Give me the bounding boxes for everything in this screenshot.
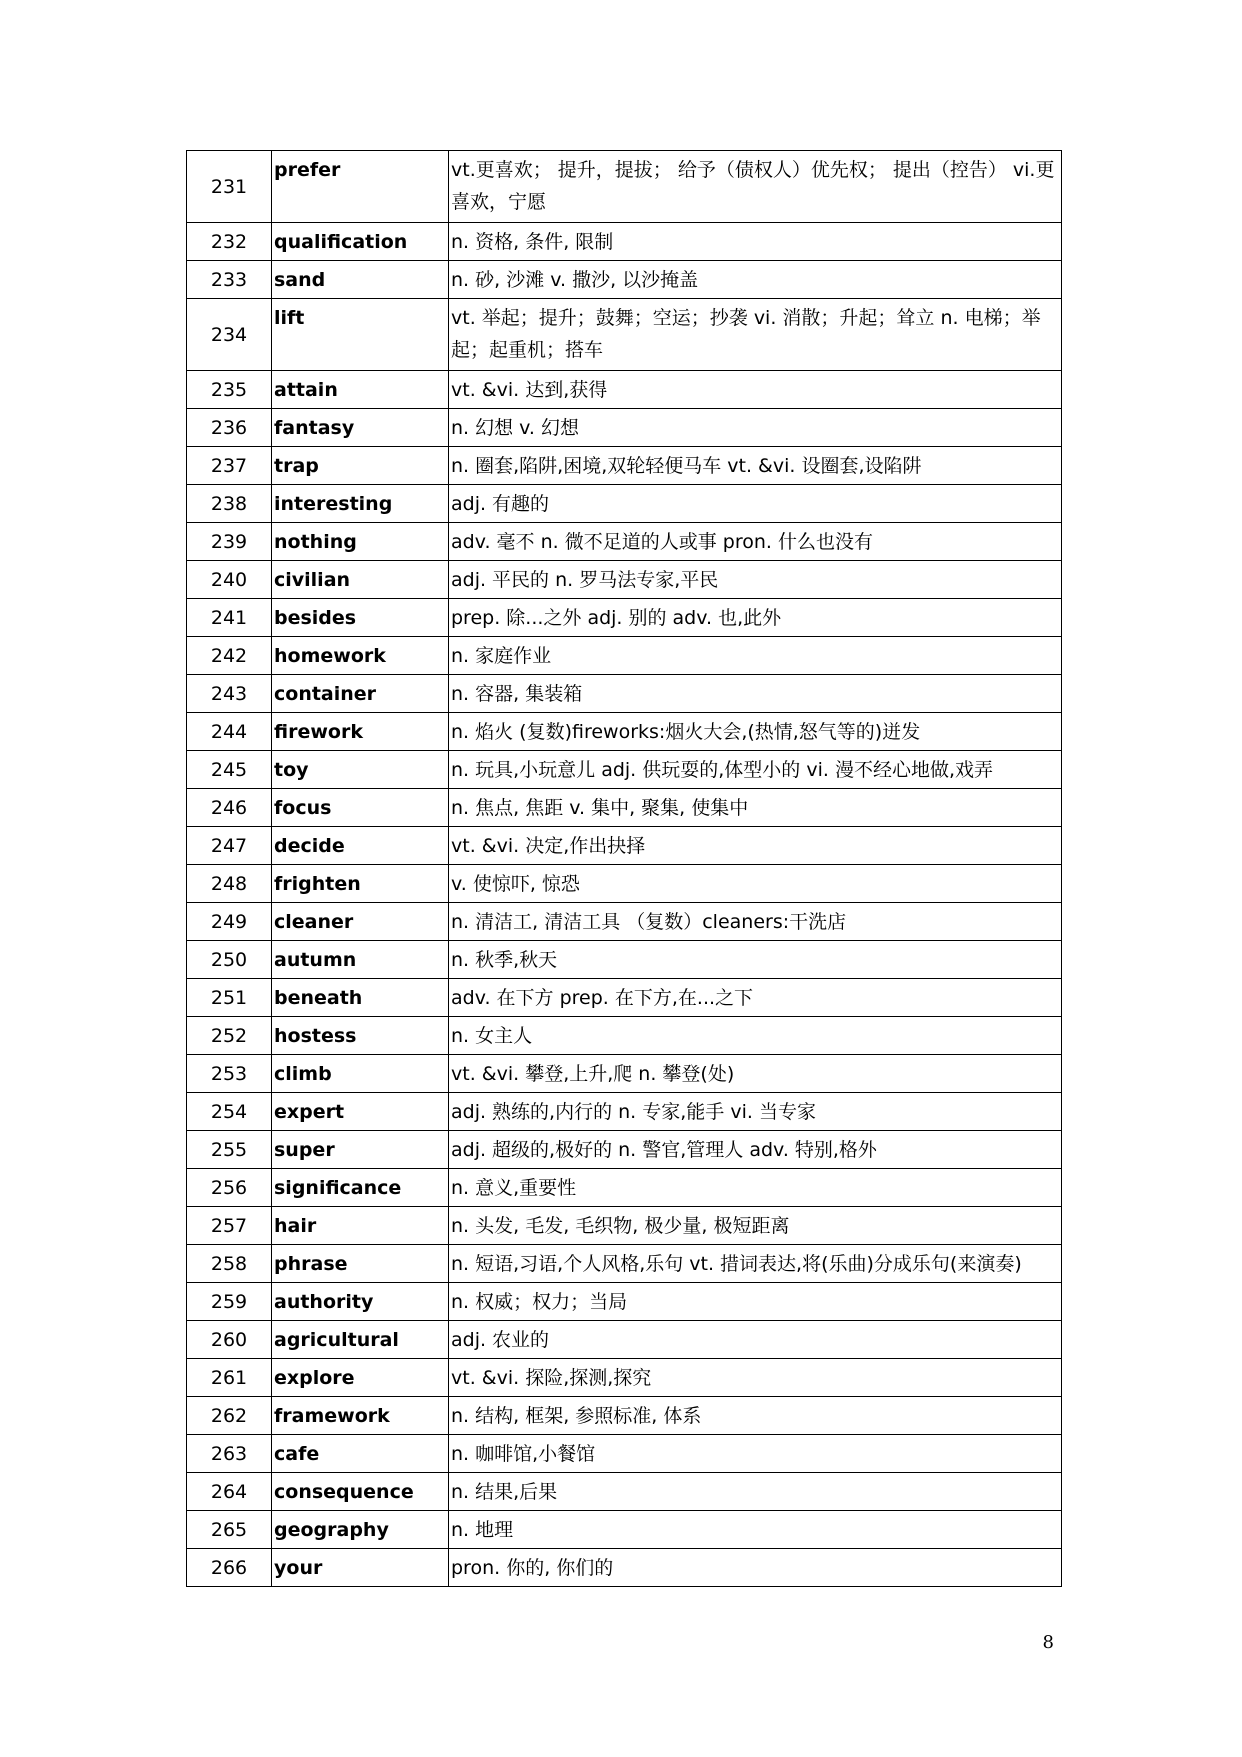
vocab-definition: vt. 举起；提升；鼓舞；空运；抄袭 vi. 消散；升起；耸立 n. 电梯；举起；起重机；搭车 — [449, 299, 1062, 371]
vocab-word: consequence — [272, 1473, 449, 1511]
vocab-definition: n. 权威；权力；当局 — [449, 1283, 1062, 1321]
table-row — [187, 865, 1062, 903]
row-number: 253 — [187, 1055, 272, 1093]
table-row — [187, 223, 1062, 261]
row-number: 260 — [187, 1321, 272, 1359]
vocab-word: fantasy — [272, 409, 449, 447]
table-row — [187, 447, 1062, 485]
row-number: 247 — [187, 827, 272, 865]
row-number: 240 — [187, 561, 272, 599]
row-number: 233 — [187, 261, 272, 299]
vocab-definition: pron. 你的, 你们的 — [449, 1549, 1062, 1587]
row-number: 251 — [187, 979, 272, 1017]
table-row — [187, 1169, 1062, 1207]
vocab-definition: adv. 在下方 prep. 在下方,在...之下 — [449, 979, 1062, 1017]
vocab-definition: vt. &vi. 探险,探测,探究 — [449, 1359, 1062, 1397]
row-number: 254 — [187, 1093, 272, 1131]
vocab-word: cafe — [272, 1435, 449, 1473]
table-row — [187, 599, 1062, 637]
vocab-word: your — [272, 1549, 449, 1587]
row-number: 232 — [187, 223, 272, 261]
table-row — [187, 1511, 1062, 1549]
vocabulary-table-body — [187, 151, 1062, 1587]
vocab-definition: vt. &vi. 达到,获得 — [449, 371, 1062, 409]
row-number: 237 — [187, 447, 272, 485]
vocab-word: trap — [272, 447, 449, 485]
table-row — [187, 1473, 1062, 1511]
vocab-word: hair — [272, 1207, 449, 1245]
row-number: 235 — [187, 371, 272, 409]
vocab-word: interesting — [272, 485, 449, 523]
table-row — [187, 713, 1062, 751]
vocab-definition: n. 清洁工, 清洁工具 （复数）cleaners:干洗店 — [449, 903, 1062, 941]
row-number: 258 — [187, 1245, 272, 1283]
table-row — [187, 1093, 1062, 1131]
table-row — [187, 903, 1062, 941]
table-row — [187, 1017, 1062, 1055]
table-row — [187, 637, 1062, 675]
vocab-word: besides — [272, 599, 449, 637]
vocab-word: decide — [272, 827, 449, 865]
row-number: 263 — [187, 1435, 272, 1473]
vocab-word: cleaner — [272, 903, 449, 941]
vocab-word: qualification — [272, 223, 449, 261]
row-number: 234 — [187, 299, 272, 371]
vocab-definition: n. 结果,后果 — [449, 1473, 1062, 1511]
vocab-definition: adj. 有趣的 — [449, 485, 1062, 523]
row-number: 261 — [187, 1359, 272, 1397]
vocab-definition: adv. 毫不 n. 微不足道的人或事 pron. 什么也没有 — [449, 523, 1062, 561]
vocab-word: climb — [272, 1055, 449, 1093]
vocab-definition: n. 圈套,陷阱,困境,双轮轻便马车 vt. &vi. 设圈套,设陷阱 — [449, 447, 1062, 485]
vocab-definition: adj. 农业的 — [449, 1321, 1062, 1359]
vocab-definition: n. 焦点, 焦距 v. 集中, 聚集, 使集中 — [449, 789, 1062, 827]
vocab-definition: adj. 熟练的,内行的 n. 专家,能手 vi. 当专家 — [449, 1093, 1062, 1131]
vocab-word: super — [272, 1131, 449, 1169]
vocab-definition: n. 意义,重要性 — [449, 1169, 1062, 1207]
vocab-definition: vt. &vi. 攀登,上升,爬 n. 攀登(处) — [449, 1055, 1062, 1093]
vocab-word: phrase — [272, 1245, 449, 1283]
table-row — [187, 1055, 1062, 1093]
row-number: 243 — [187, 675, 272, 713]
table-row — [187, 941, 1062, 979]
row-number: 266 — [187, 1549, 272, 1587]
vocab-word: sand — [272, 261, 449, 299]
vocab-definition: prep. 除...之外 adj. 别的 adv. 也,此外 — [449, 599, 1062, 637]
row-number: 259 — [187, 1283, 272, 1321]
table-row — [187, 299, 1062, 371]
table-row — [187, 1549, 1062, 1587]
vocab-word: significance — [272, 1169, 449, 1207]
row-number: 262 — [187, 1397, 272, 1435]
vocab-word: agricultural — [272, 1321, 449, 1359]
page-number: 8 — [1042, 1632, 1054, 1653]
row-number: 242 — [187, 637, 272, 675]
vocab-definition: n. 幻想 v. 幻想 — [449, 409, 1062, 447]
vocab-word: beneath — [272, 979, 449, 1017]
table-row — [187, 1245, 1062, 1283]
table-row — [187, 1207, 1062, 1245]
table-row — [187, 827, 1062, 865]
vocab-word: focus — [272, 789, 449, 827]
table-row — [187, 409, 1062, 447]
vocab-definition: adj. 超级的,极好的 n. 警官,管理人 adv. 特别,格外 — [449, 1131, 1062, 1169]
row-number: 244 — [187, 713, 272, 751]
vocabulary-table — [186, 150, 1062, 1587]
vocab-word: authority — [272, 1283, 449, 1321]
table-row — [187, 751, 1062, 789]
table-row — [187, 485, 1062, 523]
row-number: 241 — [187, 599, 272, 637]
row-number: 245 — [187, 751, 272, 789]
row-number: 264 — [187, 1473, 272, 1511]
table-row — [187, 1397, 1062, 1435]
table-row — [187, 1435, 1062, 1473]
vocab-definition: n. 玩具,小玩意儿 adj. 供玩耍的,体型小的 vi. 漫不经心地做,戏弄 — [449, 751, 1062, 789]
vocab-word: geography — [272, 1511, 449, 1549]
row-number: 231 — [187, 151, 272, 223]
vocab-word: lift — [272, 299, 449, 371]
vocab-definition: vt.更喜欢； 提升，提拔； 给予（债权人）优先权； 提出（控告） vi.更喜欢，宁愿 — [449, 151, 1062, 223]
vocab-word: container — [272, 675, 449, 713]
vocab-word: toy — [272, 751, 449, 789]
table-row — [187, 1359, 1062, 1397]
vocab-word: expert — [272, 1093, 449, 1131]
row-number: 248 — [187, 865, 272, 903]
row-number: 250 — [187, 941, 272, 979]
vocab-word: autumn — [272, 941, 449, 979]
vocab-word: framework — [272, 1397, 449, 1435]
table-row — [187, 979, 1062, 1017]
vocab-definition: n. 短语,习语,个人风格,乐句 vt. 措词表达,将(乐曲)分成乐句(来演奏) — [449, 1245, 1062, 1283]
row-number: 256 — [187, 1169, 272, 1207]
row-number: 236 — [187, 409, 272, 447]
vocab-definition: adj. 平民的 n. 罗马法专家,平民 — [449, 561, 1062, 599]
vocab-definition: n. 家庭作业 — [449, 637, 1062, 675]
table-row — [187, 1131, 1062, 1169]
row-number: 249 — [187, 903, 272, 941]
table-row — [187, 151, 1062, 223]
table-row — [187, 675, 1062, 713]
table-row — [187, 371, 1062, 409]
table-row — [187, 789, 1062, 827]
vocab-definition: n. 砂, 沙滩 v. 撒沙, 以沙掩盖 — [449, 261, 1062, 299]
vocab-word: hostess — [272, 1017, 449, 1055]
vocab-definition: n. 头发, 毛发, 毛织物, 极少量, 极短距离 — [449, 1207, 1062, 1245]
vocab-word: homework — [272, 637, 449, 675]
row-number: 238 — [187, 485, 272, 523]
vocab-word: firework — [272, 713, 449, 751]
vocab-definition: n. 女主人 — [449, 1017, 1062, 1055]
vocab-definition: n. 容器, 集装箱 — [449, 675, 1062, 713]
vocab-definition: v. 使惊吓, 惊恐 — [449, 865, 1062, 903]
vocab-definition: n. 资格, 条件, 限制 — [449, 223, 1062, 261]
vocab-word: explore — [272, 1359, 449, 1397]
table-row — [187, 261, 1062, 299]
table-row — [187, 523, 1062, 561]
vocab-definition: n. 秋季,秋天 — [449, 941, 1062, 979]
vocab-definition: n. 结构, 框架, 参照标准, 体系 — [449, 1397, 1062, 1435]
row-number: 239 — [187, 523, 272, 561]
vocab-word: attain — [272, 371, 449, 409]
row-number: 252 — [187, 1017, 272, 1055]
vocab-word: nothing — [272, 523, 449, 561]
vocab-word: civilian — [272, 561, 449, 599]
row-number: 246 — [187, 789, 272, 827]
vocab-definition: vt. &vi. 决定,作出抉择 — [449, 827, 1062, 865]
row-number: 255 — [187, 1131, 272, 1169]
row-number: 265 — [187, 1511, 272, 1549]
row-number: 257 — [187, 1207, 272, 1245]
vocab-definition: n. 焰火 (复数)fireworks:烟火大会,(热情,怒气等的)迸发 — [449, 713, 1062, 751]
table-row — [187, 561, 1062, 599]
vocab-word: frighten — [272, 865, 449, 903]
vocab-word: prefer — [272, 151, 449, 223]
vocab-definition: n. 咖啡馆,小餐馆 — [449, 1435, 1062, 1473]
table-row — [187, 1321, 1062, 1359]
table-row — [187, 1283, 1062, 1321]
vocab-definition: n. 地理 — [449, 1511, 1062, 1549]
